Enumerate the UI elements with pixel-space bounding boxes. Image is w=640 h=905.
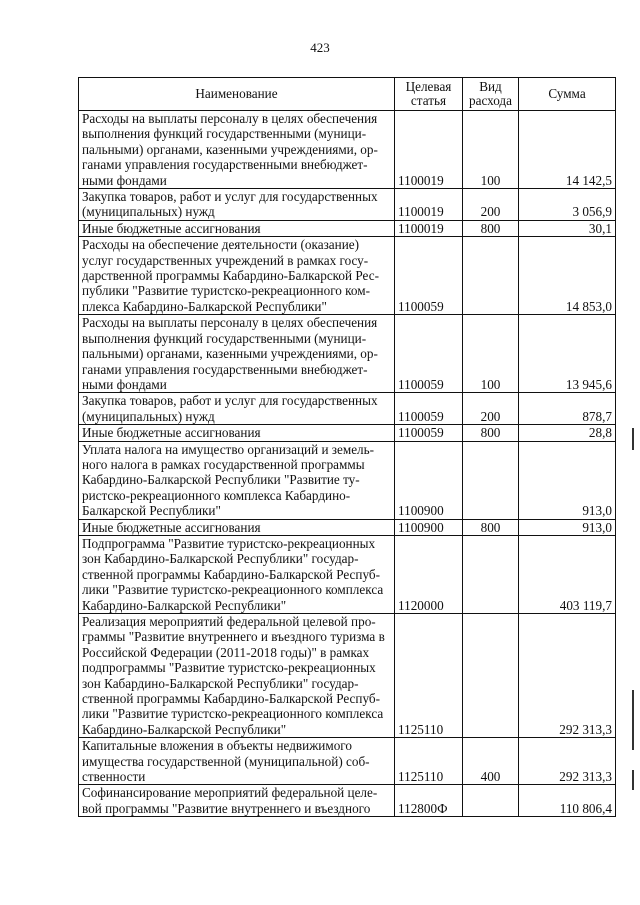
cell-type: 400 <box>463 738 519 785</box>
cell-sum: 14 853,0 <box>519 237 616 315</box>
cell-type <box>463 535 519 613</box>
cell-sum: 3 056,9 <box>519 189 616 221</box>
cell-type: 200 <box>463 393 519 425</box>
table-row <box>79 393 616 425</box>
cell-target: 112800Ф <box>395 785 463 817</box>
page-number: 423 <box>310 40 330 55</box>
cell-target: 1100059 <box>395 425 463 441</box>
cell-name: Иные бюджетные ассигнования <box>79 519 395 535</box>
cell-target: 1120000 <box>395 535 463 613</box>
cell-name: Капитальные вложения в объекты недвижимого имущества государственной (муниципальной) соб-ственности <box>79 738 395 785</box>
cell-name: Расходы на выплаты персоналу в целях обеспечения выполнения функций государственными (муници-пальными) органами, казенными учреждениями, ор-ганами управления государственными внебюджет-ными фондами <box>79 315 395 393</box>
cell-type <box>463 614 519 738</box>
cell-target: 1125110 <box>395 738 463 785</box>
cell-type: 800 <box>463 220 519 236</box>
cell-name: Расходы на обеспечение деятельности (оказание) услуг государственных учреждений в рамках госу-дарственной программы Кабардино-Балкарской Рес-публики "Развитие туристско-рекреационного ком-плекса Кабардино-Балкарской Республики" <box>79 237 395 315</box>
table-row <box>79 189 616 221</box>
cell-sum: 913,0 <box>519 441 616 519</box>
cell-name: Подпрограмма "Развитие туристско-рекреационных зон Кабардино-Балкарской Республики" государ-ственной программы Кабардино-Балкарской Респуб-лики "Развитие туристско-рекреационного комплекса Кабардино-Балкарской Республики" <box>79 535 395 613</box>
table-row <box>79 785 616 817</box>
header-type: Вид расхода <box>463 78 519 111</box>
table-row <box>79 111 616 189</box>
cell-type: 800 <box>463 425 519 441</box>
table-row <box>79 738 616 785</box>
cell-name: Закупка товаров, работ и услуг для государственных (муниципальных) нужд <box>79 189 395 221</box>
cell-sum: 292 313,3 <box>519 614 616 738</box>
cell-target: 1100019 <box>395 189 463 221</box>
header-sum: Сумма <box>519 78 616 111</box>
cell-sum: 913,0 <box>519 519 616 535</box>
header-name: Наименование <box>79 78 395 111</box>
cell-sum: 403 119,7 <box>519 535 616 613</box>
cell-name: Уплата налога на имущество организаций и земель-ного налога в рамках государственной программы Кабардино-Балкарской Республики "Развитие ту-ристско-рекреационного комплекса Кабардино-Балкарской Республики" <box>79 441 395 519</box>
cell-sum: 292 313,3 <box>519 738 616 785</box>
cell-name: Реализация мероприятий федеральной целевой про-граммы "Развитие внутреннего и въездного туризма в Российской Федерации (2011-2018 годы)" в рамках подпрограммы "Развитие туристско-рекреационных зон Кабардино-Балкарской Республики" государ-ственной программы Кабардино-Балкарской Респуб-лики "Развитие туристско-рекреационного комплекса Кабардино-Балкарской Республики" <box>79 614 395 738</box>
cell-sum: 14 142,5 <box>519 111 616 189</box>
cell-type: 100 <box>463 315 519 393</box>
cell-name: Иные бюджетные ассигнования <box>79 220 395 236</box>
cell-sum: 30,1 <box>519 220 616 236</box>
cell-target: 1100019 <box>395 220 463 236</box>
cell-type <box>463 785 519 817</box>
table-header-row <box>79 78 616 111</box>
scan-margin-mark <box>632 770 634 790</box>
cell-name: Софинансирование мероприятий федеральной целе-вой программы "Развитие внутреннего и въездного <box>79 785 395 817</box>
cell-sum: 110 806,4 <box>519 785 616 817</box>
table-row <box>79 220 616 236</box>
cell-sum: 878,7 <box>519 393 616 425</box>
table-row <box>79 425 616 441</box>
table-row <box>79 614 616 738</box>
cell-name: Иные бюджетные ассигнования <box>79 425 395 441</box>
header-target: Целевая статья <box>395 78 463 111</box>
table-row <box>79 519 616 535</box>
table-row <box>79 237 616 315</box>
cell-target: 1100900 <box>395 519 463 535</box>
cell-type <box>463 441 519 519</box>
cell-type <box>463 237 519 315</box>
cell-target: 1100059 <box>395 393 463 425</box>
budget-table <box>78 77 616 817</box>
table-row <box>79 441 616 519</box>
cell-type: 100 <box>463 111 519 189</box>
cell-sum: 13 945,6 <box>519 315 616 393</box>
scan-margin-mark <box>632 690 634 750</box>
scan-margin-mark <box>632 428 634 450</box>
cell-name: Закупка товаров, работ и услуг для государственных (муниципальных) нужд <box>79 393 395 425</box>
cell-target: 1100059 <box>395 315 463 393</box>
cell-type: 800 <box>463 519 519 535</box>
cell-target: 1100900 <box>395 441 463 519</box>
cell-type: 200 <box>463 189 519 221</box>
cell-name: Расходы на выплаты персоналу в целях обеспечения выполнения функций государственными (муници-пальными) органами, казенными учреждениями, ор-ганами управления государственными внебюджет-ными фондами <box>79 111 395 189</box>
table-row <box>79 535 616 613</box>
cell-target: 1100019 <box>395 111 463 189</box>
table-row <box>79 315 616 393</box>
cell-target: 1125110 <box>395 614 463 738</box>
cell-sum: 28,8 <box>519 425 616 441</box>
cell-target: 1100059 <box>395 237 463 315</box>
